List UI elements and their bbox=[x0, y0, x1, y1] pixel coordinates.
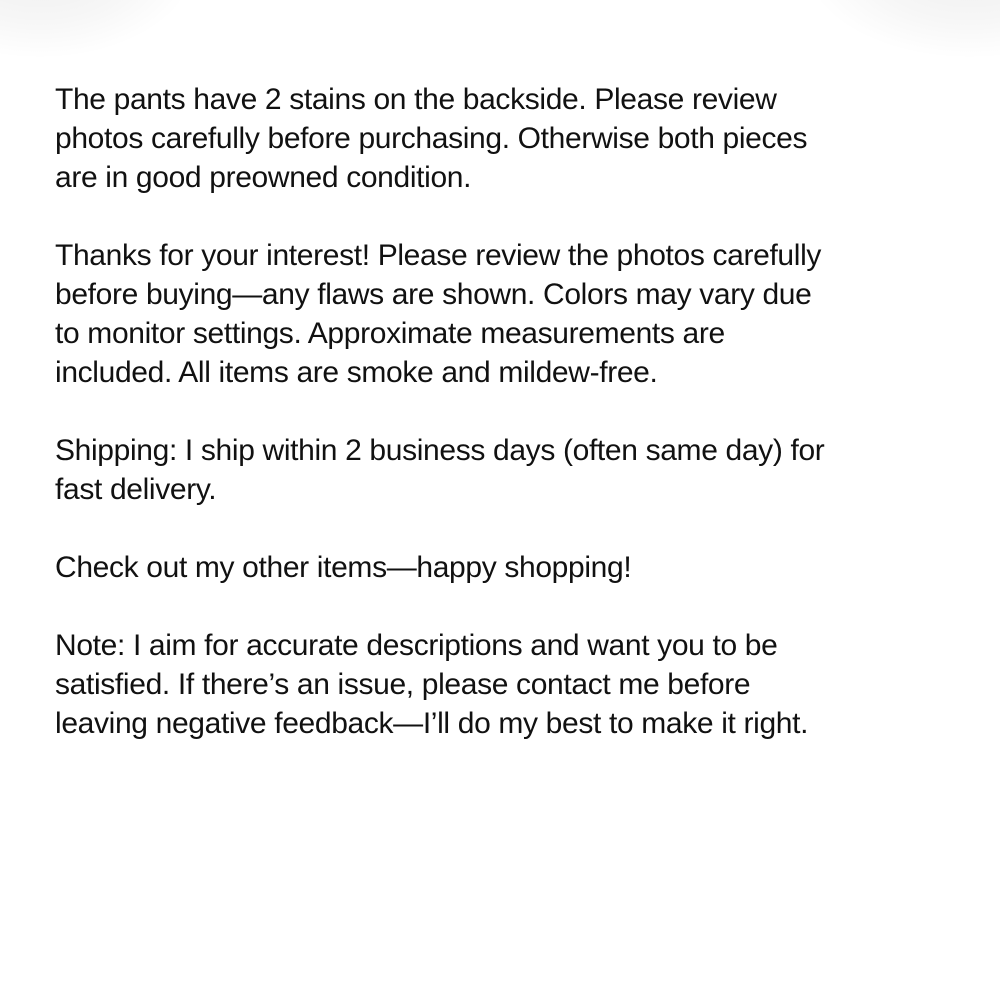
other-items-paragraph bbox=[55, 548, 985, 587]
note-paragraph bbox=[55, 626, 985, 743]
corner-shadow bbox=[800, 0, 1000, 60]
text-line: to monitor settings. Approximate measurements are bbox=[55, 317, 725, 350]
text-line: are in good preowned condition. bbox=[55, 161, 472, 194]
text-line: The pants have 2 stains on the backside. Please review bbox=[55, 83, 777, 116]
text-line: Check out my other items—happy shopping! bbox=[55, 551, 632, 584]
text-line: satisfied. If there’s an issue, please contact me before bbox=[55, 668, 751, 701]
text-line: included. All items are smoke and mildew-free. bbox=[55, 356, 658, 389]
shipping-paragraph bbox=[55, 431, 985, 509]
text-line: fast delivery. bbox=[55, 473, 217, 506]
text-line: Shipping: I ship within 2 business days (often same day) for bbox=[55, 434, 825, 467]
text-line: before buying—any flaws are shown. Colors may vary due bbox=[55, 278, 812, 311]
text-line: leaving negative feedback—I’ll do my best to make it right. bbox=[55, 707, 809, 740]
thanks-paragraph bbox=[55, 236, 985, 392]
text-line: Note: I aim for accurate descriptions and want you to be bbox=[55, 629, 778, 662]
condition-paragraph bbox=[55, 80, 985, 197]
corner-shadow bbox=[0, 0, 200, 60]
text-line: photos carefully before purchasing. Otherwise both pieces bbox=[55, 122, 808, 155]
text-line: Thanks for your interest! Please review the photos carefully bbox=[55, 239, 822, 272]
description-text bbox=[55, 80, 985, 743]
